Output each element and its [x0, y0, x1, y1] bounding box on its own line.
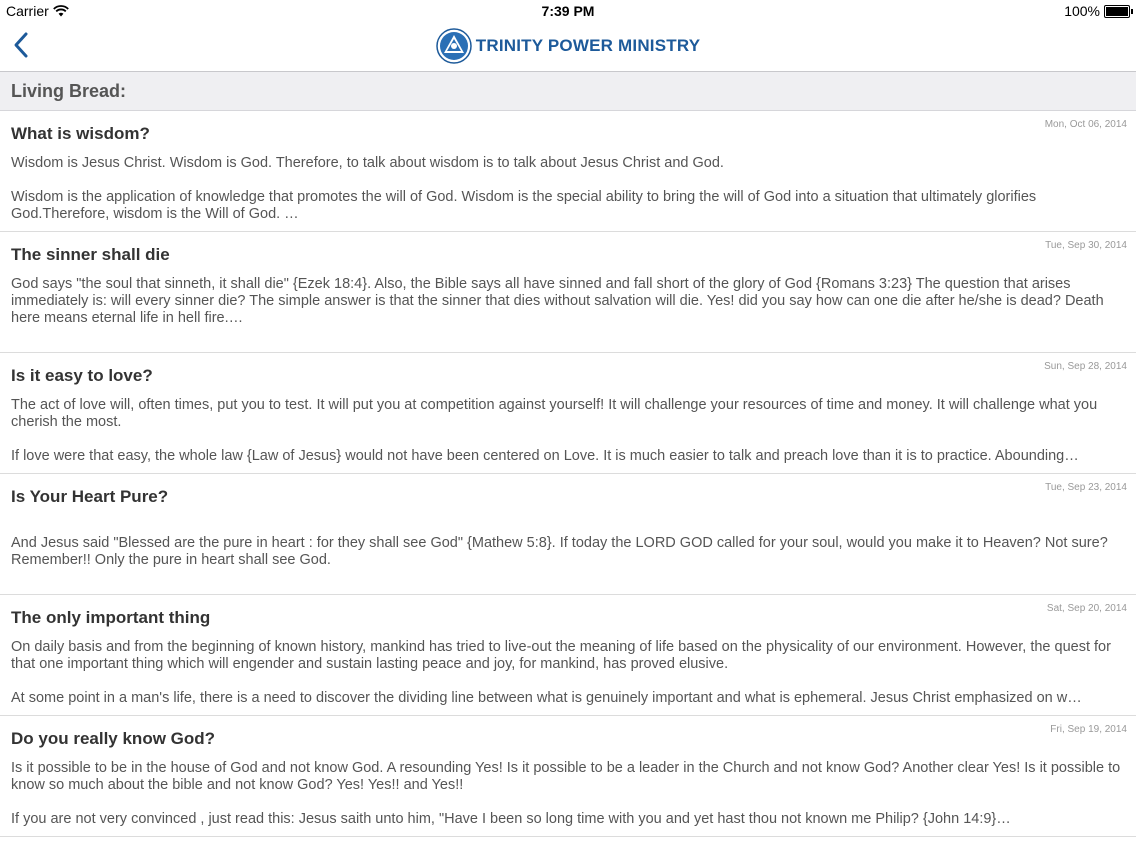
post-title: What is wisdom?: [11, 124, 150, 143]
post-item[interactable]: [0, 111, 1136, 232]
post-excerpt-paragraph: Is it possible to be in the house of God and not know God. A resounding Yes! Is it possible to be a leader in the Church and not know God? Another clear Yes! Is it possible to know so much about the bible and not know God? Yes! Yes!! and Yes!!: [11, 760, 1121, 793]
post-title: The sinner shall die: [11, 245, 170, 264]
brand: [0, 28, 1136, 64]
section-header: [0, 72, 1136, 111]
post-title: The only important thing: [11, 608, 211, 627]
navigation-bar: [0, 22, 1136, 72]
post-list: [0, 111, 1136, 837]
status-bar: [0, 0, 1136, 22]
post-excerpt: [11, 535, 1125, 586]
post-excerpt-paragraph: If love were that easy, the whole law {Law of Jesus} would not have been centered on Love. It is much easier to talk and preach love than it is to practice. Abounding…: [11, 448, 1079, 464]
status-time: 7:39 PM: [541, 3, 595, 19]
post-date: Tue, Sep 23, 2014: [1045, 482, 1127, 493]
post-excerpt: [11, 760, 1125, 837]
post-date: Tue, Sep 30, 2014: [1045, 240, 1127, 251]
section-title: Living Bread:: [11, 81, 127, 101]
post-excerpt: [11, 639, 1125, 716]
post-excerpt: [11, 397, 1125, 474]
post-item[interactable]: [0, 474, 1136, 595]
post-item[interactable]: [0, 716, 1136, 837]
post-excerpt-paragraph: If you are not very convinced , just read this: Jesus saith unto him, "Have I been so long time with you and yet hast thou not known me Philip? {John 14:9}…: [11, 811, 1011, 827]
post-excerpt-paragraph: Wisdom is Jesus Christ. Wisdom is God. Therefore, to talk about wisdom is to talk about Jesus Christ and God.: [11, 155, 724, 171]
post-excerpt-paragraph: On daily basis and from the beginning of known history, mankind has tried to live-out the meaning of life based on the physicality of our environment. However, the quest for that one important thing which will engender and sustain lasting peace and joy, for mankind, has proved elusive.: [11, 639, 1111, 672]
post-date: Sat, Sep 20, 2014: [1046, 603, 1127, 614]
battery-percent: 100%: [1064, 3, 1100, 19]
ministry-logo-icon: [436, 28, 472, 64]
post-excerpt: [11, 276, 1125, 344]
post-title: Is it easy to love?: [11, 366, 153, 385]
post-title: Is Your Heart Pure?: [11, 487, 169, 506]
post-item[interactable]: [0, 595, 1136, 716]
post-excerpt-paragraph: And Jesus said "Blessed are the pure in heart : for they shall see God" {Mathew 5:8}. If today the LORD GOD called for your soul, would you make it to Heaven? Not sure? Remember!! Only the pure in heart shall see God.: [11, 535, 1108, 568]
post-excerpt-paragraph: At some point in a man's life, there is a need to discover the dividing line between what is genuinely important and what is ephemeral. Jesus Christ emphasized on w…: [11, 690, 1082, 706]
post-item[interactable]: [0, 232, 1136, 353]
post-date: Sun, Sep 28, 2014: [1044, 361, 1127, 372]
battery-icon: [1104, 5, 1130, 18]
app-title: TRINITY POWER MINISTRY: [475, 36, 701, 55]
post-excerpt-paragraph: The act of love will, often times, put you to test. It will put you at competition against yourself! It will challenge your resources of time and money. It will challenge what you cherish the most.: [11, 397, 1098, 430]
carrier-label: Carrier: [6, 3, 49, 19]
status-right: [1064, 3, 1130, 19]
post-excerpt-paragraph: God says "the soul that sinneth, it shall die" {Ezek 18:4}. Also, the Bible says all have sinned and fall short of the glory of God {Romans 3:23} The question that arises immediately is: will every sinner die? The simple answer is that the sinner that dies without salvation will die. Yes! did you say how can one die after he/she is dead? Death here means eternal life in hell fire.…: [11, 276, 1104, 326]
post-date: Fri, Sep 19, 2014: [1050, 724, 1127, 735]
post-date: Mon, Oct 06, 2014: [1044, 119, 1127, 130]
post-excerpt: [11, 155, 1125, 232]
post-excerpt-paragraph: Wisdom is the application of knowledge that promotes the will of God. Wisdom is the special ability to bring the will of God into a situation that ultimately glorifies God.Therefore, wisdom is the Will of God. …: [11, 189, 1037, 222]
post-title: Do you really know God?: [11, 729, 216, 748]
post-item[interactable]: [0, 353, 1136, 474]
